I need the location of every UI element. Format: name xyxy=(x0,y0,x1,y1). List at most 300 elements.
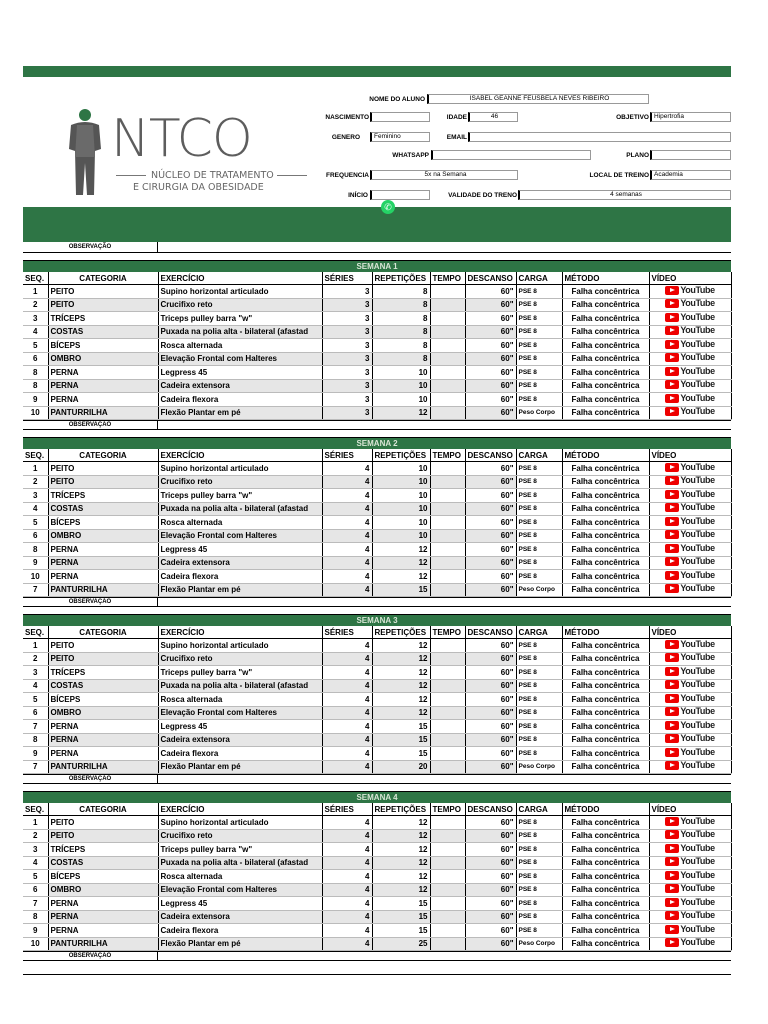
video-cell[interactable] xyxy=(649,556,731,570)
youtube-label: YouTube xyxy=(680,284,715,295)
youtube-link[interactable] xyxy=(665,761,714,771)
youtube-link[interactable] xyxy=(665,693,714,703)
seq-cell: 4 xyxy=(23,325,48,339)
table-row xyxy=(23,679,731,693)
youtube-link[interactable] xyxy=(665,393,714,403)
categoria-cell: COSTAS xyxy=(48,502,158,516)
youtube-link[interactable] xyxy=(665,570,714,580)
column-header: MÉTODO xyxy=(562,449,649,462)
video-cell[interactable] xyxy=(649,502,731,516)
series-cell: 4 xyxy=(322,856,372,870)
descanso-cell: 60" xyxy=(465,406,516,420)
series-cell: 3 xyxy=(322,366,372,380)
exercicio-cell: Supino horizontal articulado xyxy=(158,285,322,299)
youtube-label: YouTube xyxy=(680,502,715,512)
youtube-label: YouTube xyxy=(680,923,715,934)
youtube-play-icon xyxy=(665,680,679,689)
youtube-play-icon xyxy=(665,353,679,362)
video-cell[interactable] xyxy=(649,298,731,312)
metodo-cell: Falha concêntrica xyxy=(562,870,649,884)
video-cell[interactable] xyxy=(649,924,731,938)
youtube-link[interactable] xyxy=(665,816,714,826)
observacao-label: OBSERVAÇÃO xyxy=(23,421,158,429)
youtube-label: YouTube xyxy=(680,910,715,920)
youtube-link[interactable] xyxy=(665,543,714,553)
descanso-cell: 60" xyxy=(465,693,516,707)
video-cell[interactable] xyxy=(649,339,731,353)
observacao-field[interactable] xyxy=(158,421,731,429)
exercicio-cell: Puxada na polia alta - bilateral (afastad xyxy=(158,856,322,870)
youtube-label: YouTube xyxy=(680,815,715,826)
tempo-cell xyxy=(430,897,465,911)
descanso-cell: 60" xyxy=(465,924,516,938)
repeticoes-cell: 12 xyxy=(372,556,430,570)
categoria-cell: PEITO xyxy=(48,285,158,299)
table-row xyxy=(23,462,731,476)
table-row xyxy=(23,325,731,339)
video-cell[interactable] xyxy=(649,325,731,339)
youtube-link[interactable] xyxy=(665,503,714,513)
metodo-cell: Falha concêntrica xyxy=(562,843,649,857)
carga-cell: PSE 8 xyxy=(516,379,562,393)
repeticoes-cell: 12 xyxy=(372,829,430,843)
observacao-field[interactable] xyxy=(158,242,731,252)
series-cell: 4 xyxy=(322,639,372,653)
categoria-cell: PEITO xyxy=(48,816,158,830)
exercicio-cell: Flexão Plantar em pé xyxy=(158,406,322,420)
video-cell[interactable] xyxy=(649,679,731,693)
column-header: VÍDEO xyxy=(649,449,731,462)
carga-cell: PSE 8 xyxy=(516,856,562,870)
seq-cell: 1 xyxy=(23,639,48,653)
observacao-field[interactable] xyxy=(158,598,731,606)
exercicio-cell: Rosca alternada xyxy=(158,339,322,353)
youtube-link[interactable] xyxy=(665,938,714,948)
observacao-label: OBSERVAÇÃO xyxy=(23,242,158,252)
video-cell[interactable] xyxy=(649,856,731,870)
sheet-bottom xyxy=(23,961,731,975)
series-cell: 4 xyxy=(322,843,372,857)
categoria-cell: COSTAS xyxy=(48,679,158,693)
youtube-label: YouTube xyxy=(680,719,715,730)
youtube-link[interactable] xyxy=(665,285,714,295)
youtube-link[interactable] xyxy=(665,870,714,880)
metodo-cell: Falha concêntrica xyxy=(562,924,649,938)
series-cell: 4 xyxy=(322,883,372,897)
youtube-play-icon xyxy=(665,761,679,770)
video-cell[interactable] xyxy=(649,352,731,366)
categoria-cell: PERNA xyxy=(48,393,158,407)
youtube-link[interactable] xyxy=(665,407,714,417)
youtube-link[interactable] xyxy=(665,734,714,744)
nome-field[interactable]: ISABEL GEANNE FEUSBELA NEVES RIBEIRO xyxy=(427,94,649,104)
table-row xyxy=(23,733,731,747)
seq-cell: 1 xyxy=(23,816,48,830)
week-section xyxy=(23,260,731,430)
observacao-field[interactable] xyxy=(158,952,731,960)
video-cell[interactable] xyxy=(649,462,731,476)
metodo-cell: Falha concêntrica xyxy=(562,910,649,924)
categoria-cell: PERNA xyxy=(48,543,158,557)
table-row xyxy=(23,937,731,951)
descanso-cell: 60" xyxy=(465,720,516,734)
observacao-field[interactable] xyxy=(158,775,731,783)
seq-cell: 9 xyxy=(23,556,48,570)
youtube-link[interactable] xyxy=(665,530,714,540)
exercicio-cell: Legpress 45 xyxy=(158,543,322,557)
idade-field[interactable]: 46 xyxy=(468,112,518,122)
tempo-cell xyxy=(430,502,465,516)
video-cell[interactable] xyxy=(649,747,731,761)
youtube-link[interactable] xyxy=(665,476,714,486)
exercicio-cell: Flexão Plantar em pé xyxy=(158,937,322,951)
youtube-play-icon xyxy=(665,544,679,553)
youtube-link[interactable] xyxy=(665,720,714,730)
youtube-label: YouTube xyxy=(680,569,715,580)
youtube-label: YouTube xyxy=(680,829,715,839)
exercicio-cell: Cadeira extensora xyxy=(158,910,322,924)
table-row xyxy=(23,379,731,393)
youtube-play-icon xyxy=(665,326,679,335)
repeticoes-cell: 10 xyxy=(372,462,430,476)
seq-cell: 8 xyxy=(23,910,48,924)
column-header: TEMPO xyxy=(430,626,465,639)
video-cell[interactable] xyxy=(649,529,731,543)
series-cell: 4 xyxy=(322,693,372,707)
carga-cell: Peso Corpo xyxy=(516,760,562,774)
table-row xyxy=(23,897,731,911)
nascimento-field[interactable] xyxy=(370,112,430,122)
carga-cell: PSE 8 xyxy=(516,516,562,530)
youtube-link[interactable] xyxy=(665,680,714,690)
column-header: MÉTODO xyxy=(562,272,649,285)
metodo-cell: Falha concêntrica xyxy=(562,393,649,407)
metodo-cell: Falha concêntrica xyxy=(562,325,649,339)
seq-cell: 7 xyxy=(23,583,48,597)
video-cell[interactable] xyxy=(649,312,731,326)
video-cell[interactable] xyxy=(649,652,731,666)
tempo-cell xyxy=(430,529,465,543)
categoria-cell: PERNA xyxy=(48,570,158,584)
youtube-link[interactable] xyxy=(665,312,714,322)
whatsapp-label: WHATSAPP xyxy=(392,152,429,159)
youtube-play-icon xyxy=(665,340,679,349)
metodo-cell: Falha concêntrica xyxy=(562,639,649,653)
column-header: DESCANSO xyxy=(465,272,516,285)
email-field[interactable] xyxy=(468,132,731,142)
column-header: VÍDEO xyxy=(649,272,731,285)
categoria-cell: PERNA xyxy=(48,733,158,747)
categoria-cell: TRÍCEPS xyxy=(48,666,158,680)
youtube-link[interactable] xyxy=(665,911,714,921)
video-cell[interactable] xyxy=(649,393,731,407)
seq-cell: 9 xyxy=(23,747,48,761)
youtube-label: YouTube xyxy=(680,406,715,416)
exercise-table xyxy=(23,272,732,420)
tempo-cell xyxy=(430,910,465,924)
descanso-cell: 60" xyxy=(465,666,516,680)
tempo-cell xyxy=(430,639,465,653)
seq-cell: 7 xyxy=(23,720,48,734)
table-row xyxy=(23,760,731,774)
column-header: VÍDEO xyxy=(649,803,731,816)
exercicio-cell: Crucifixo reto xyxy=(158,652,322,666)
repeticoes-cell: 8 xyxy=(372,298,430,312)
video-cell[interactable] xyxy=(649,760,731,774)
series-cell: 3 xyxy=(322,406,372,420)
carga-cell: PSE 8 xyxy=(516,706,562,720)
youtube-play-icon xyxy=(665,734,679,743)
tempo-cell xyxy=(430,733,465,747)
exercicio-cell: Triceps pulley barra "w" xyxy=(158,312,322,326)
categoria-cell: PEITO xyxy=(48,652,158,666)
metodo-cell: Falha concêntrica xyxy=(562,816,649,830)
week-section xyxy=(23,614,731,784)
exercicio-cell: Legpress 45 xyxy=(158,366,322,380)
youtube-link[interactable] xyxy=(665,924,714,934)
table-row xyxy=(23,856,731,870)
video-cell[interactable] xyxy=(649,489,731,503)
video-cell[interactable] xyxy=(649,706,731,720)
column-header: REPETIÇÕES xyxy=(372,449,430,462)
video-cell[interactable] xyxy=(649,639,731,653)
youtube-link[interactable] xyxy=(665,489,714,499)
youtube-link[interactable] xyxy=(665,884,714,894)
video-cell[interactable] xyxy=(649,897,731,911)
series-cell: 4 xyxy=(322,870,372,884)
youtube-link[interactable] xyxy=(665,557,714,567)
video-cell[interactable] xyxy=(649,543,731,557)
video-cell[interactable] xyxy=(649,937,731,951)
table-row xyxy=(23,489,731,503)
metodo-cell: Falha concêntrica xyxy=(562,298,649,312)
youtube-link[interactable] xyxy=(665,353,714,363)
descanso-cell: 60" xyxy=(465,529,516,543)
repeticoes-cell: 10 xyxy=(372,379,430,393)
video-cell[interactable] xyxy=(649,475,731,489)
tempo-cell xyxy=(430,570,465,584)
metodo-cell: Falha concêntrica xyxy=(562,529,649,543)
whatsapp-field[interactable] xyxy=(431,150,591,160)
metodo-cell: Falha concêntrica xyxy=(562,570,649,584)
categoria-cell: BÍCEPS xyxy=(48,339,158,353)
video-cell[interactable] xyxy=(649,516,731,530)
exercicio-cell: Crucifixo reto xyxy=(158,829,322,843)
series-cell: 3 xyxy=(322,312,372,326)
categoria-cell: PEITO xyxy=(48,475,158,489)
exercicio-cell: Supino horizontal articulado xyxy=(158,639,322,653)
table-row xyxy=(23,583,731,597)
youtube-link[interactable] xyxy=(665,380,714,390)
validade-label: VALIDADE DO TRENO xyxy=(448,192,517,199)
repeticoes-cell: 10 xyxy=(372,502,430,516)
repeticoes-cell: 12 xyxy=(372,652,430,666)
seq-cell: 5 xyxy=(23,339,48,353)
descanso-cell: 60" xyxy=(465,747,516,761)
video-cell[interactable] xyxy=(649,870,731,884)
exercicio-cell: Rosca alternada xyxy=(158,693,322,707)
seq-cell: 2 xyxy=(23,829,48,843)
column-header: CATEGORIA xyxy=(48,803,158,816)
categoria-cell: OMBRO xyxy=(48,529,158,543)
whatsapp-icon[interactable]: ✆ xyxy=(381,200,395,214)
categoria-cell: PERNA xyxy=(48,897,158,911)
youtube-link[interactable] xyxy=(665,653,714,663)
carga-cell: PSE 8 xyxy=(516,816,562,830)
descanso-cell: 60" xyxy=(465,679,516,693)
categoria-cell: TRÍCEPS xyxy=(48,843,158,857)
repeticoes-cell: 8 xyxy=(372,325,430,339)
youtube-play-icon xyxy=(665,707,679,716)
youtube-play-icon xyxy=(665,407,679,416)
local-field[interactable]: Academia xyxy=(650,170,731,180)
video-cell[interactable] xyxy=(649,816,731,830)
video-cell[interactable] xyxy=(649,406,731,420)
carga-cell: PSE 8 xyxy=(516,529,562,543)
seq-cell: 8 xyxy=(23,543,48,557)
youtube-play-icon xyxy=(665,817,679,826)
youtube-play-icon xyxy=(665,748,679,757)
exercicio-cell: Cadeira flexora xyxy=(158,924,322,938)
video-cell[interactable] xyxy=(649,379,731,393)
video-cell[interactable] xyxy=(649,666,731,680)
youtube-play-icon xyxy=(665,313,679,322)
youtube-play-icon xyxy=(665,557,679,566)
youtube-link[interactable] xyxy=(665,462,714,472)
seq-cell: 5 xyxy=(23,693,48,707)
seq-cell: 10 xyxy=(23,406,48,420)
repeticoes-cell: 15 xyxy=(372,747,430,761)
metodo-cell: Falha concêntrica xyxy=(562,733,649,747)
youtube-label: YouTube xyxy=(680,392,715,403)
video-cell[interactable] xyxy=(649,829,731,843)
carga-cell: PSE 8 xyxy=(516,339,562,353)
descanso-cell: 60" xyxy=(465,843,516,857)
genero-field[interactable]: Feminino xyxy=(370,132,430,142)
observacao-label: OBSERVAÇÃO xyxy=(23,598,158,606)
carga-cell: PSE 8 xyxy=(516,910,562,924)
video-cell[interactable] xyxy=(649,883,731,897)
series-cell: 3 xyxy=(322,325,372,339)
carga-cell: PSE 8 xyxy=(516,843,562,857)
column-header: SÉRIES xyxy=(322,626,372,639)
tempo-cell xyxy=(430,285,465,299)
youtube-play-icon xyxy=(665,530,679,539)
youtube-link[interactable] xyxy=(665,830,714,840)
tempo-cell xyxy=(430,666,465,680)
video-cell[interactable] xyxy=(649,910,731,924)
metodo-cell: Falha concêntrica xyxy=(562,352,649,366)
series-cell: 4 xyxy=(322,924,372,938)
video-cell[interactable] xyxy=(649,843,731,857)
youtube-link[interactable] xyxy=(665,516,714,526)
youtube-link[interactable] xyxy=(665,857,714,867)
video-cell[interactable] xyxy=(649,366,731,380)
youtube-play-icon xyxy=(665,380,679,389)
repeticoes-cell: 12 xyxy=(372,666,430,680)
validade-field[interactable]: 4 semanas xyxy=(518,190,731,200)
video-cell[interactable] xyxy=(649,583,731,597)
metodo-cell: Falha concêntrica xyxy=(562,883,649,897)
youtube-link[interactable] xyxy=(665,639,714,649)
repeticoes-cell: 15 xyxy=(372,924,430,938)
tempo-cell xyxy=(430,543,465,557)
week-title: SEMANA 1 xyxy=(23,260,731,272)
youtube-label: YouTube xyxy=(680,365,715,376)
carga-cell: PSE 8 xyxy=(516,733,562,747)
repeticoes-cell: 10 xyxy=(372,529,430,543)
seq-cell: 3 xyxy=(23,489,48,503)
youtube-link[interactable] xyxy=(665,339,714,349)
objetivo-field[interactable]: Hipertrofia xyxy=(650,112,731,122)
plano-field[interactable] xyxy=(650,150,731,160)
video-cell[interactable] xyxy=(649,693,731,707)
youtube-label: YouTube xyxy=(680,311,715,322)
youtube-link[interactable] xyxy=(665,747,714,757)
inicio-field[interactable] xyxy=(370,190,430,200)
youtube-link[interactable] xyxy=(665,366,714,376)
descanso-cell: 60" xyxy=(465,366,516,380)
youtube-link[interactable] xyxy=(665,707,714,717)
video-cell[interactable] xyxy=(649,720,731,734)
carga-cell: Peso Corpo xyxy=(516,937,562,951)
video-cell[interactable] xyxy=(649,285,731,299)
categoria-cell: TRÍCEPS xyxy=(48,312,158,326)
carga-cell: PSE 8 xyxy=(516,312,562,326)
exercicio-cell: Supino horizontal articulado xyxy=(158,816,322,830)
descanso-cell: 60" xyxy=(465,393,516,407)
youtube-link[interactable] xyxy=(665,326,714,336)
series-cell: 4 xyxy=(322,583,372,597)
categoria-cell: PERNA xyxy=(48,366,158,380)
column-header: SÉRIES xyxy=(322,272,372,285)
descanso-cell: 60" xyxy=(465,298,516,312)
metodo-cell: Falha concêntrica xyxy=(562,285,649,299)
youtube-link[interactable] xyxy=(665,843,714,853)
column-header: REPETIÇÕES xyxy=(372,272,430,285)
video-cell[interactable] xyxy=(649,733,731,747)
figure-icon xyxy=(61,107,107,197)
carga-cell: PSE 8 xyxy=(516,393,562,407)
youtube-link[interactable] xyxy=(665,897,714,907)
series-cell: 3 xyxy=(322,298,372,312)
table-row xyxy=(23,529,731,543)
youtube-label: YouTube xyxy=(680,869,715,880)
seq-cell: 4 xyxy=(23,679,48,693)
column-header: SEQ. xyxy=(23,803,48,816)
metodo-cell: Falha concêntrica xyxy=(562,679,649,693)
repeticoes-cell: 12 xyxy=(372,543,430,557)
frequencia-field[interactable]: 5x na Semana xyxy=(370,170,518,180)
youtube-link[interactable] xyxy=(665,299,714,309)
column-header: MÉTODO xyxy=(562,803,649,816)
tempo-cell xyxy=(430,856,465,870)
descanso-cell: 60" xyxy=(465,285,516,299)
seq-cell: 2 xyxy=(23,652,48,666)
youtube-play-icon xyxy=(665,830,679,839)
repeticoes-cell: 12 xyxy=(372,883,430,897)
youtube-link[interactable] xyxy=(665,584,714,594)
series-cell: 4 xyxy=(322,652,372,666)
video-cell[interactable] xyxy=(649,570,731,584)
descanso-cell: 60" xyxy=(465,556,516,570)
youtube-link[interactable] xyxy=(665,666,714,676)
metodo-cell: Falha concêntrica xyxy=(562,693,649,707)
categoria-cell: BÍCEPS xyxy=(48,516,158,530)
tempo-cell xyxy=(430,298,465,312)
repeticoes-cell: 15 xyxy=(372,583,430,597)
series-cell: 4 xyxy=(322,502,372,516)
